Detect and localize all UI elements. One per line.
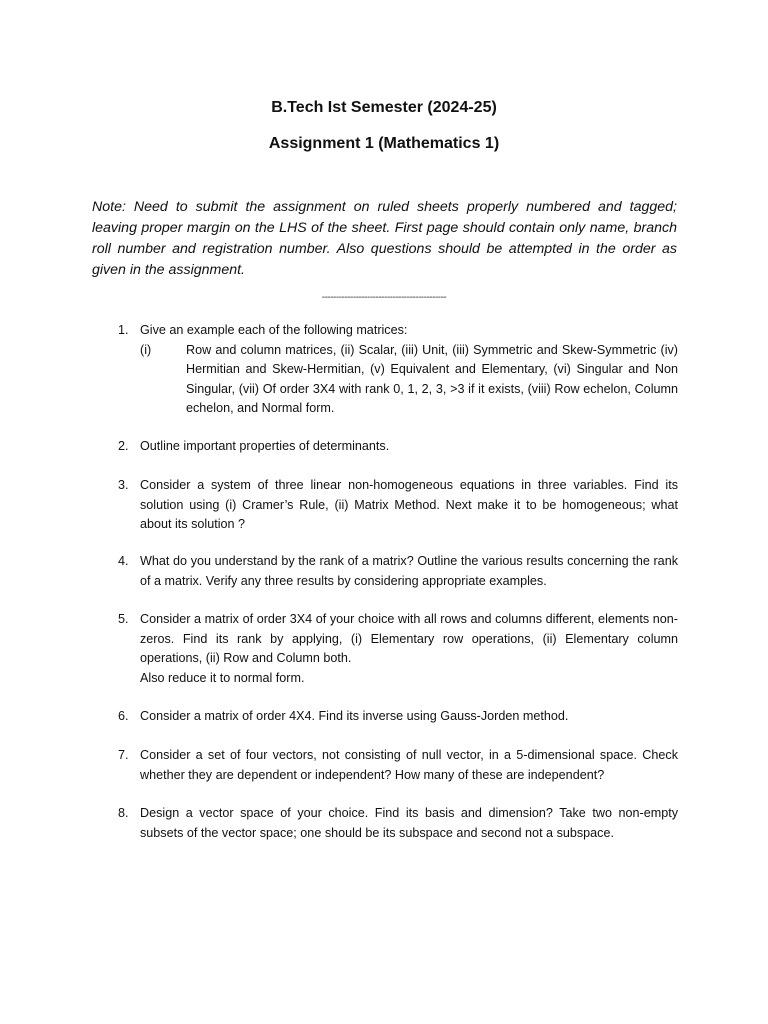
question-7 <box>118 746 678 785</box>
question-number: 3. <box>118 478 129 492</box>
question-text: Consider a set of four vectors, not consisting of null vector, in a 5-dimensional space. Check whether they are dependent or independent? How many of these are independent? <box>140 748 678 782</box>
question-text: Outline important properties of determinants. <box>140 439 390 453</box>
sub-item-label: (i) <box>140 342 152 357</box>
question-number: 6. <box>118 709 129 723</box>
question-number: 1. <box>118 323 129 337</box>
question-8 <box>118 804 678 843</box>
question-2 <box>118 437 678 457</box>
assignment-title: Assignment 1 (Mathematics 1) <box>268 135 500 152</box>
question-6 <box>118 707 678 727</box>
dashed-divider: -------------------------------------------- <box>321 292 447 303</box>
question-text: Give an example each of the following matrices: <box>140 323 408 337</box>
question-number: 8. <box>118 806 129 820</box>
semester-title: B.Tech Ist Semester (2024-25) <box>271 99 497 116</box>
question-text: Consider a matrix of order 4X4. Find its inverse using Gauss-Jorden method. <box>140 709 569 723</box>
question-text: What do you understand by the rank of a matrix? Outline the various results concerning the rank of a matrix. Verify any three results by considering appropriate examples. <box>140 554 678 588</box>
question-number: 5. <box>118 612 129 626</box>
submission-note: Note: Need to submit the assignment on ruled sheets properly numbered and tagged; leaving proper margin on the LHS of the sheet. First page should contain only name, branch roll number and registration number. Also questions should be attempted in the order as given in the assignment. <box>92 199 677 278</box>
question-text: Design a vector space of your choice. Find its basis and dimension? Take two non-empty subsets of the vector space; one should be its subspace and second not a subspace. <box>140 806 678 840</box>
question-3 <box>118 476 678 535</box>
question-text: Consider a matrix of order 3X4 of your choice with all rows and columns different, elements non-zeros. Find its rank by applying, (i) Elementary row operations, (ii) Elementary column operations, (ii) Row and Column both. <box>140 612 678 665</box>
question-number: 7. <box>118 748 129 762</box>
question-4 <box>118 552 678 591</box>
sub-item-text: Row and column matrices, (ii) Scalar, (iii) Unit, (iii) Symmetric and Skew-Symmetric (iv) Hermitian and Skew-Hermitian, (v) Equivalent and Elementary, (vi) Singular and Non Singular, (vii) Of order 3X4 with rank 0, 1, 2, 3, >3 if it exists, (viii) Row echelon, Column echelon, and Normal form. <box>186 342 678 415</box>
question-text: Consider a system of three linear non-homogeneous equations in three variables. Find its solution using (i) Cramer’s Rule, (ii) Matrix Method. Next make it to be homogeneous; what about its solution ? <box>140 478 678 531</box>
question-number: 4. <box>118 554 129 568</box>
sub-item <box>140 341 678 419</box>
question-5 <box>118 610 678 688</box>
question-text-continued: Also reduce it to normal form. <box>140 670 305 685</box>
question-1 <box>118 321 678 419</box>
question-number: 2. <box>118 439 129 453</box>
